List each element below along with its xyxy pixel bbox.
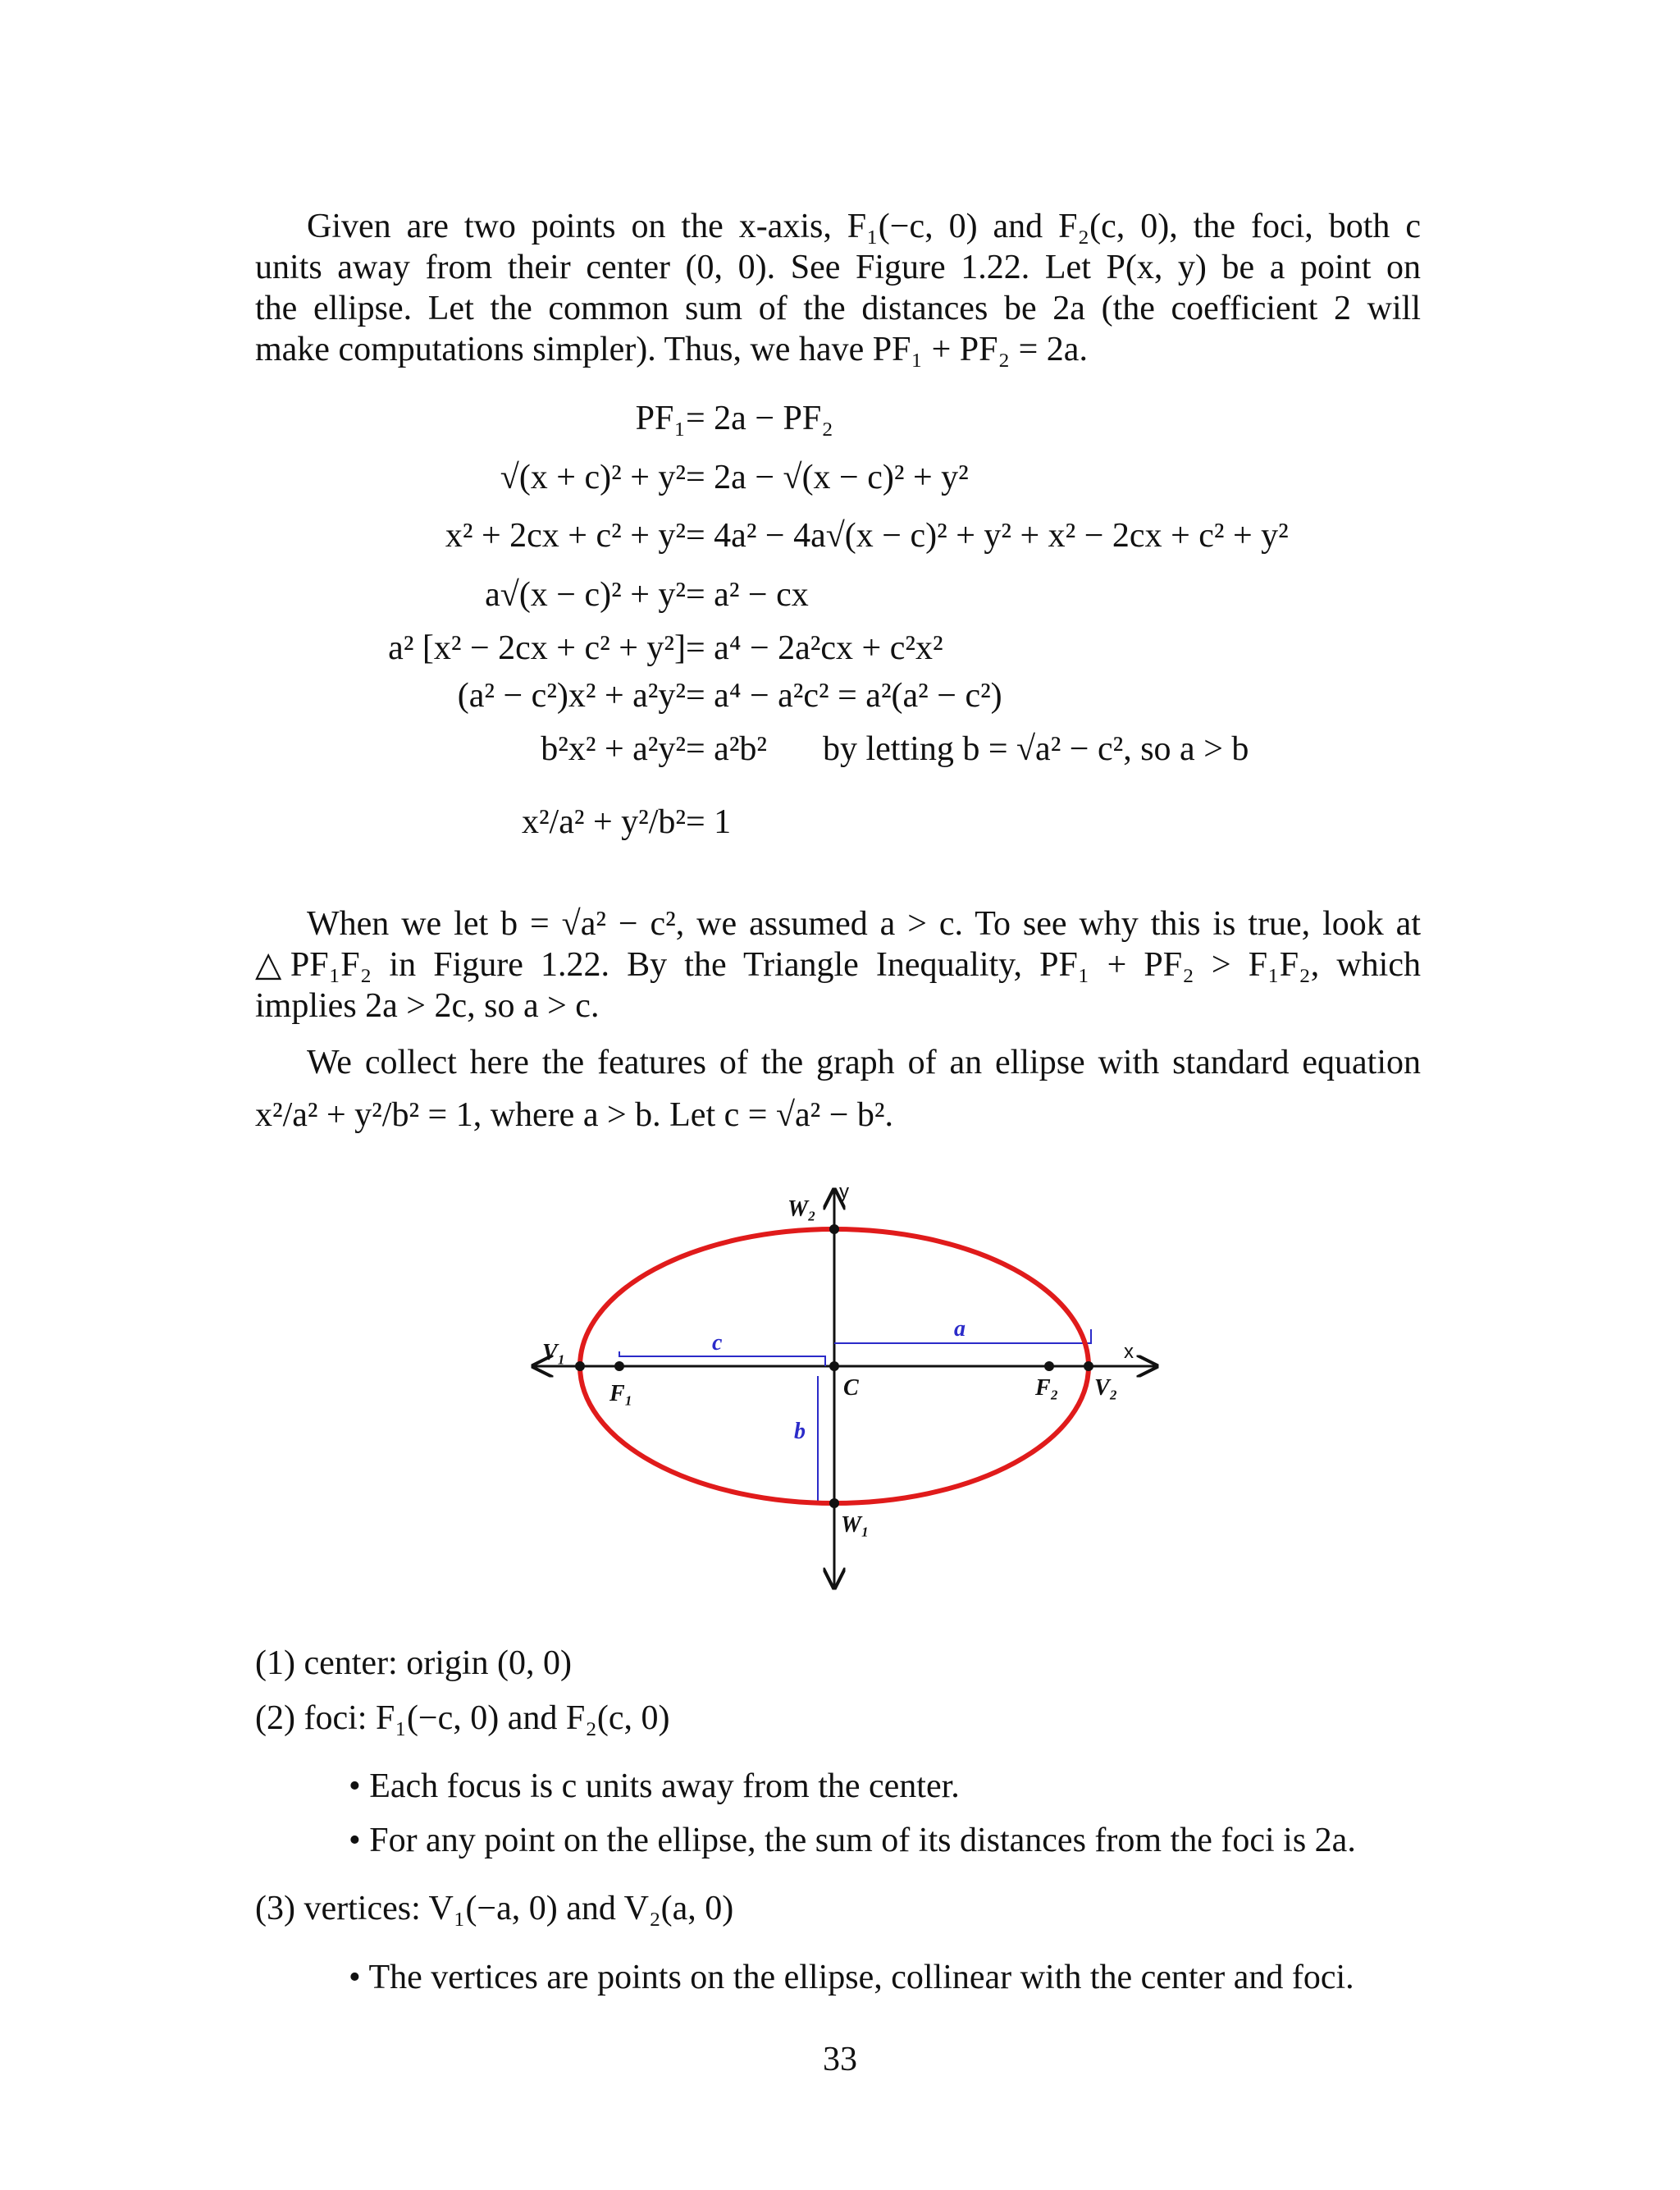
derivation-lhs-7: b²x² + a²y² xyxy=(541,730,686,768)
derivation-lhs-1: PF₁ xyxy=(635,400,686,437)
derivation-rhs-5: = a⁴ − 2a²cx + c²x² xyxy=(686,629,943,667)
focus-f1-point xyxy=(614,1361,624,1371)
derivation-rhs-7: = a²b² xyxy=(686,730,768,768)
label-w1: W₁ xyxy=(841,1512,870,1538)
covertex-w1-point xyxy=(829,1498,839,1508)
label-w2: W₂ xyxy=(788,1196,816,1222)
derivation-rhs-2: = 2a − √(x − c)² + y² xyxy=(686,459,969,496)
label-center: C xyxy=(843,1375,859,1401)
focus-f2-point xyxy=(1044,1361,1054,1371)
intro-line-2: units away from their center (0, 0). See Figure 1.22. Let P(x, y) be a point on xyxy=(255,249,1421,286)
segment-b xyxy=(818,1376,834,1504)
covertex-w2-point xyxy=(829,1224,839,1234)
label-v2: V₂ xyxy=(1094,1375,1118,1401)
derivation-lhs-4: a√(x − c)² + y² xyxy=(485,576,686,614)
label-a: a xyxy=(954,1316,966,1342)
intro-paragraph xyxy=(255,206,1421,370)
intro-line-1: Given are two points on the x-axis, F₁(−c, 0) and F₂(c, 0), the foci, both c xyxy=(307,208,1421,245)
features-intro-line-1: We collect here the features of the graph of an ellipse with standard equation xyxy=(307,1044,1421,1081)
intro-line-4: make computations simpler). Thus, we have PF₁ + PF₂ = 2a. xyxy=(255,331,1088,368)
assumption-line-2: △PF₁F₂ in Figure 1.22. By the Triangle Inequality, PF₁ + PF₂ > F₁F₂, which xyxy=(255,946,1421,984)
label-y-axis: y xyxy=(839,1181,849,1203)
derivation-lhs-6: (a² − c²)x² + a²y² xyxy=(457,677,686,715)
derivation-note-7: by letting b = √a² − c², so a > b xyxy=(823,730,1249,768)
derivation-lhs-2: √(x + c)² + y² xyxy=(500,459,686,496)
center-point xyxy=(829,1361,839,1371)
assumption-line-3: implies 2a > 2c, so a > c. xyxy=(255,987,600,1025)
assumption-line-1: When we let b = √a² − c², we assumed a > c. To see why this is true, look at xyxy=(307,905,1421,943)
intro-line-3: the ellipse. Let the common sum of the distances be 2a (the coefficient 2 will xyxy=(255,290,1421,327)
page-number: 33 xyxy=(823,2041,857,2078)
assumption-paragraph xyxy=(255,903,1421,1026)
bullet-vertices-collinear: • The vertices are points on the ellipse, collinear with the center and foci. xyxy=(349,1959,1354,1996)
derivation-rhs-4: = a² − cx xyxy=(686,576,809,614)
derivation-rhs-6: = a⁴ − a²c² = a²(a² − c²) xyxy=(686,677,1002,715)
features-intro-line-2: x²/a² + y²/b² = 1, where a > b. Let c = √a² − b². xyxy=(255,1096,894,1134)
derivation-rhs-3: = 4a² − 4a√(x − c)² + y² + x² − 2cx + c² + y² xyxy=(686,517,1289,555)
label-f2: F₂ xyxy=(1035,1375,1059,1401)
bullet-focus-distance: • Each focus is c units away from the center. xyxy=(349,1767,960,1805)
bullet-focus-sum: • For any point on the ellipse, the sum of its distances from the foci is 2a. xyxy=(349,1822,1356,1859)
derivation-rhs-1: = 2a − PF₂ xyxy=(686,400,833,437)
derivation-lhs-3: x² + 2cx + c² + y² xyxy=(445,517,686,555)
label-v1: V₁ xyxy=(542,1340,566,1365)
feature-item-vertices: (3) vertices: V₁(−a, 0) and V₂(a, 0) xyxy=(255,1890,734,1927)
feature-item-center: (1) center: origin (0, 0) xyxy=(255,1644,573,1682)
feature-item-foci: (2) foci: F₁(−c, 0) and F₂(c, 0) xyxy=(255,1699,670,1737)
derivation-rhs-8: = 1 xyxy=(686,803,732,841)
vertex-v2-point xyxy=(1084,1361,1093,1371)
vertex-v1-point xyxy=(575,1361,585,1371)
ellipse-figure xyxy=(492,1169,1230,1604)
derivation-lhs-5: a² [x² − 2cx + c² + y²] xyxy=(388,629,686,667)
label-f1: F₁ xyxy=(609,1381,633,1406)
label-x-axis: x xyxy=(1124,1341,1134,1363)
label-c: c xyxy=(712,1330,723,1356)
derivation-lhs-8: x²/a² + y²/b² xyxy=(521,803,686,841)
segment-c xyxy=(619,1351,825,1366)
features-intro-paragraph xyxy=(255,1042,1421,1136)
label-b: b xyxy=(794,1419,806,1444)
